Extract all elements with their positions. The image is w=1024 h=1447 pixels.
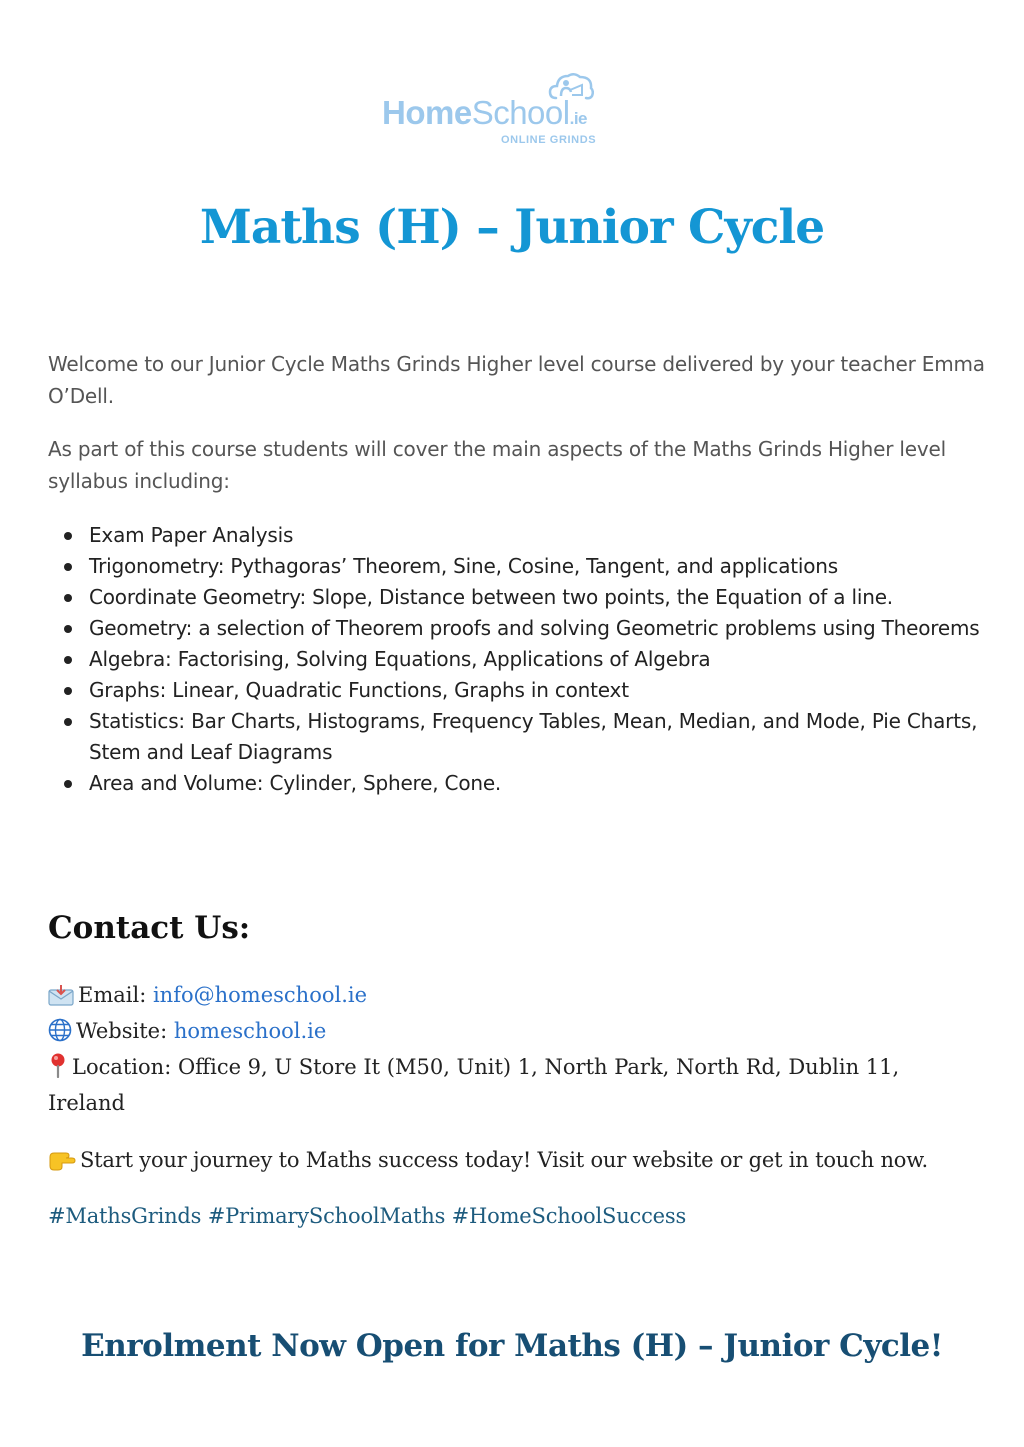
enrolment-heading: Enrolment Now Open for Maths (H) – Junior Cycle! — [81, 1328, 943, 1364]
topic-text: Exam Paper Analysis — [89, 523, 294, 547]
logo-wordmark — [382, 96, 587, 129]
list-item — [48, 582, 988, 613]
list-item — [48, 613, 988, 644]
bullet-icon — [64, 563, 72, 571]
contact-location — [48, 1049, 968, 1121]
topic-text: Statistics: Bar Charts, Histograms, Frequency Tables, Mean, Median, and Mode, Pie Charts, Stem and Leaf Diagrams — [89, 709, 978, 764]
cta-text-line — [48, 1142, 988, 1178]
bullet-icon — [64, 594, 72, 602]
page-title: Maths (H) – Junior Cycle — [199, 200, 825, 255]
website-link[interactable]: homeschool.ie — [173, 1019, 327, 1043]
logo-tagline: ONLINE GRINDS — [501, 134, 597, 146]
logo-school: School — [471, 94, 570, 131]
list-item — [48, 768, 988, 799]
list-item — [48, 551, 988, 582]
contact-heading: Contact Us: — [48, 910, 251, 946]
intro-paragraph-1: Welcome to our Junior Cycle Maths Grinds Higher level course delivered by your teacher Emma O’Dell. — [48, 352, 985, 408]
bullet-icon — [64, 718, 72, 726]
list-item — [48, 644, 988, 675]
location-label: Location: — [72, 1055, 172, 1079]
topic-text: Coordinate Geometry: Slope, Distance between two points, the Equation of a line. — [89, 585, 893, 609]
topic-text: Algebra: Factorising, Solving Equations, Applications of Algebra — [89, 647, 711, 671]
email-link[interactable]: info@homeschool.ie — [152, 983, 368, 1007]
topics-list — [48, 520, 988, 799]
homeschool-logo — [382, 68, 632, 150]
bullet-icon — [64, 656, 72, 664]
topic-text: Geometry: a selection of Theorem proofs and solving Geometric problems using Theorems — [89, 616, 980, 640]
logo-home: Home — [382, 94, 472, 131]
hashtags: #MathsGrinds #PrimarySchoolMaths #HomeSchoolSuccess — [48, 1204, 687, 1228]
website-label: Website: — [76, 1019, 168, 1043]
bullet-icon — [64, 625, 72, 633]
bullet-icon — [64, 780, 72, 788]
topic-text: Trigonometry: Pythagoras’ Theorem, Sine, Cosine, Tangent, and applications — [89, 554, 838, 578]
topic-text: Graphs: Linear, Quadratic Functions, Graphs in context — [89, 678, 629, 702]
envelope-icon — [48, 984, 74, 1006]
bullet-icon — [64, 532, 72, 540]
list-item — [48, 520, 988, 551]
pin-icon — [48, 1052, 68, 1078]
list-item — [48, 706, 988, 768]
logo-ie: .ie — [569, 109, 587, 128]
pointing-hand-icon — [48, 1149, 76, 1171]
list-item — [48, 675, 988, 706]
globe-icon — [48, 1018, 72, 1042]
bullet-icon — [64, 687, 72, 695]
intro-paragraph-2: As part of this course students will cover the main aspects of the Maths Grinds Higher level syllabus including: — [48, 437, 946, 493]
email-label: Email: — [78, 983, 147, 1007]
contact-email — [48, 977, 968, 1013]
contact-website — [48, 1013, 968, 1049]
cta-text: Start your journey to Maths success today! Visit our website or get in touch now. — [80, 1148, 928, 1172]
location-value: Office 9, U Store It (M50, Unit) 1, North Park, North Rd, Dublin 11, Ireland — [48, 1055, 900, 1115]
topic-text: Area and Volume: Cylinder, Sphere, Cone. — [89, 771, 502, 795]
